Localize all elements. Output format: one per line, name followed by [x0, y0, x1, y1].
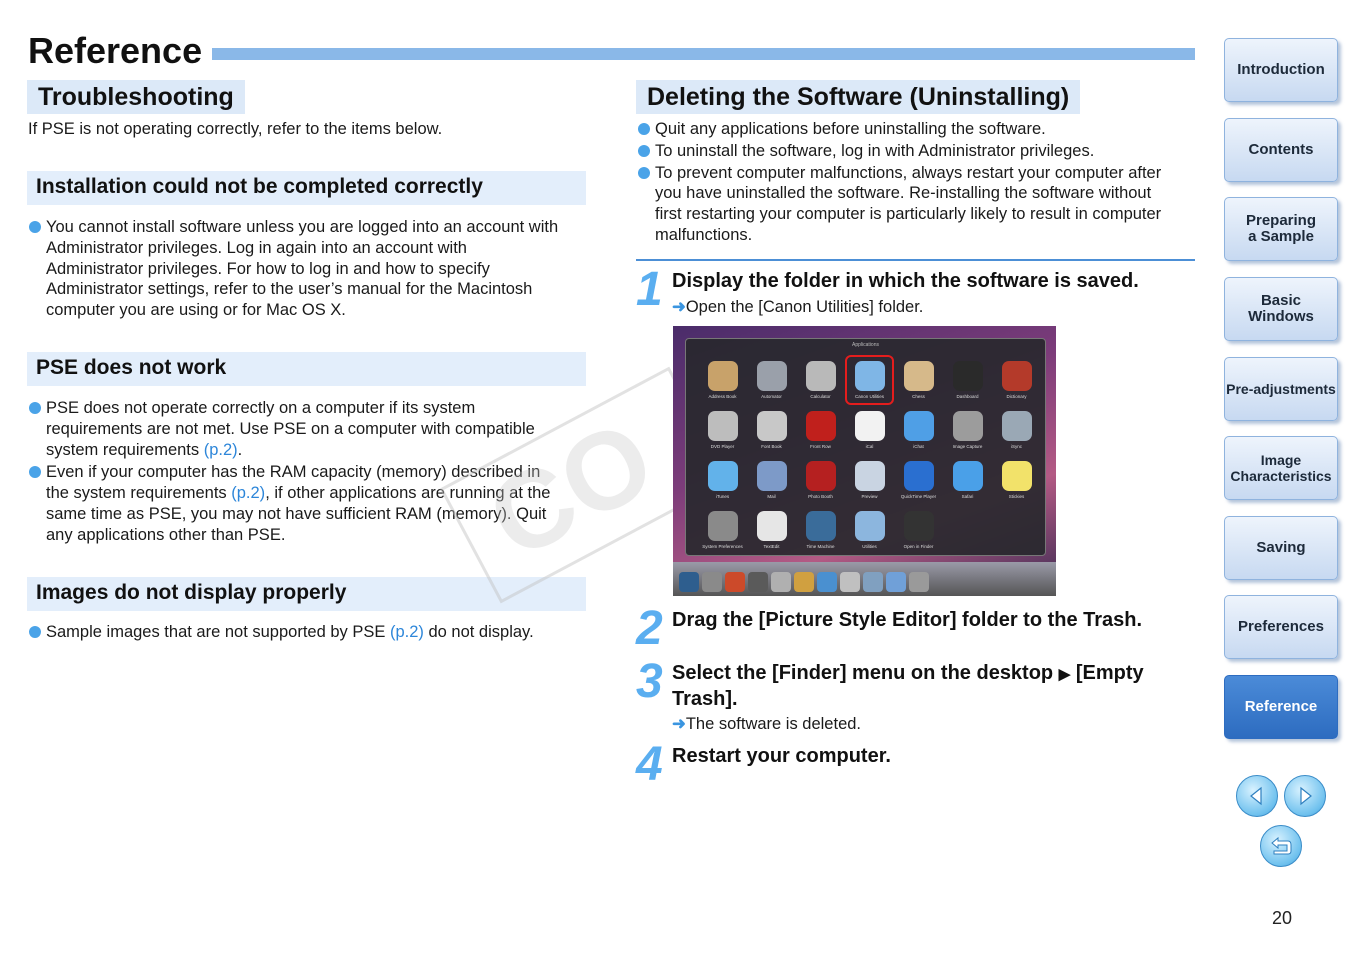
uninstall-line: Quit any applications before uninstalling the software.	[655, 120, 1046, 138]
dock-icon[interactable]	[840, 572, 860, 592]
nav-label: Saving	[1256, 539, 1306, 556]
app-item[interactable]	[992, 405, 1041, 455]
nav-reference[interactable]	[1224, 675, 1338, 739]
app-label: iChat	[913, 444, 924, 449]
nav-label-line: Characteristics	[1230, 468, 1332, 484]
app-item[interactable]	[698, 405, 747, 455]
app-item[interactable]	[894, 505, 943, 555]
app-item[interactable]	[796, 355, 845, 405]
dock-icon[interactable]	[679, 572, 699, 592]
app-label: Safari	[961, 494, 974, 499]
install-line: Administrator privileges. Log in again into an account with	[46, 238, 467, 257]
bullet-dot	[29, 402, 41, 414]
install-bullet	[28, 217, 588, 321]
bullet-dot	[638, 167, 650, 179]
dock-icon[interactable]	[817, 572, 837, 592]
app-label: System Preferences	[702, 544, 743, 549]
install-line: computer you are using or for Mac OS X.	[46, 301, 346, 320]
nav-label-line: Windows	[1248, 308, 1314, 325]
app-label: Preview	[861, 494, 878, 499]
step-3-result	[672, 714, 861, 734]
step-3-title-text: Trash].	[672, 688, 738, 710]
app-label: iSync	[1010, 444, 1022, 449]
app-icon	[904, 361, 934, 391]
app-label: iTunes	[715, 494, 730, 499]
app-icon	[806, 411, 836, 441]
step-number-1: 1	[636, 263, 663, 316]
app-icon	[855, 461, 885, 491]
app-item[interactable]	[845, 455, 894, 505]
app-label: Image Capture	[952, 444, 983, 449]
step-1-result	[672, 297, 923, 317]
uninstall-line: malfunctions.	[655, 225, 753, 244]
app-item[interactable]	[747, 505, 796, 555]
nav-introduction[interactable]	[1224, 38, 1338, 102]
app-item[interactable]	[845, 505, 894, 555]
nav-label: Preferences	[1238, 618, 1324, 635]
app-icon	[953, 461, 983, 491]
step-number-3: 3	[636, 655, 663, 708]
app-label: DVD Player	[710, 444, 735, 449]
app-label: Time Machine	[806, 544, 835, 549]
uninstall-bullets	[637, 119, 1197, 246]
app-label: Mail	[767, 494, 776, 499]
nav-preparing-a-sample[interactable]	[1224, 197, 1338, 261]
app-icon	[904, 511, 934, 541]
pse-bullets	[28, 398, 588, 546]
result-arrow-icon: ➜	[672, 715, 686, 733]
nav-basic-windows[interactable]	[1224, 277, 1338, 341]
title-rule	[212, 48, 1195, 60]
step-1-result-text: Open the [Canon Utilities] folder.	[685, 298, 924, 316]
step-3-result-text: The software is deleted.	[685, 715, 862, 733]
app-item[interactable]	[943, 405, 992, 455]
app-icon	[806, 461, 836, 491]
pse-text: the system requirements	[46, 484, 232, 503]
dock-icon[interactable]	[909, 572, 929, 592]
uninstall-line: To prevent computer malfunctions, always restart your computer after	[655, 163, 1162, 182]
nav-contents[interactable]	[1224, 118, 1338, 182]
pse-line: any applications other than PSE.	[46, 525, 286, 544]
app-item[interactable]	[747, 405, 796, 455]
app-icon	[757, 461, 787, 491]
nav-label: Introduction	[1237, 61, 1325, 78]
step-3-title	[672, 661, 1144, 712]
dock-icon[interactable]	[702, 572, 722, 592]
app-icon	[1002, 411, 1032, 441]
nav-pre-adjustments[interactable]	[1224, 357, 1338, 421]
page-link[interactable]: (p.2)	[389, 623, 424, 641]
app-label: Chess	[912, 394, 925, 399]
app-label: Calculator	[810, 394, 831, 399]
images-line	[46, 622, 588, 643]
pse-text: , if other applications are running at the	[265, 484, 551, 503]
images-text: do not display.	[423, 623, 534, 641]
nav-preferences[interactable]	[1224, 595, 1338, 659]
dock-icon[interactable]	[863, 572, 883, 592]
nav-label	[1246, 213, 1316, 245]
app-label: Front Row	[810, 444, 831, 449]
step-4-title: Restart your computer.	[672, 745, 891, 767]
app-item[interactable]	[747, 455, 796, 505]
app-item[interactable]	[894, 455, 943, 505]
app-icon	[708, 511, 738, 541]
images-bullet	[28, 622, 588, 643]
nav-label: Contents	[1248, 141, 1314, 158]
page-title: Reference	[28, 30, 203, 71]
app-icon	[953, 361, 983, 391]
app-icon	[904, 461, 934, 491]
step-3-title-text: Select the [Finder] menu on the desktop	[672, 662, 1054, 684]
app-icon	[953, 411, 983, 441]
nav-label	[1230, 452, 1331, 484]
app-item[interactable]	[894, 405, 943, 455]
app-item[interactable]	[698, 505, 747, 555]
images-text: Sample images that are not supported by PSE	[46, 623, 390, 641]
app-icon	[806, 511, 836, 541]
app-label: Dictionary	[1006, 394, 1027, 399]
nav-label-line: Basic	[1260, 292, 1301, 309]
dock-icon[interactable]	[748, 572, 768, 592]
app-icon	[806, 361, 836, 391]
uninstall-line: To uninstall the software, log in with Administrator privileges.	[655, 141, 1095, 160]
dock-icon[interactable]	[794, 572, 814, 592]
app-item[interactable]	[796, 505, 845, 555]
app-icon	[708, 411, 738, 441]
app-icon	[904, 411, 934, 441]
dock-icon[interactable]	[725, 572, 745, 592]
app-item[interactable]	[845, 405, 894, 455]
nav-label	[1248, 293, 1314, 325]
app-label: iCal	[865, 444, 874, 449]
app-label: Address Book	[708, 394, 737, 399]
uninstall-line: first restarting your computer is particularly likely to result in computer	[655, 205, 1162, 224]
step-1-title: Display the folder in which the software is saved.	[672, 270, 1139, 292]
applications-window-title: Applications	[852, 342, 879, 348]
app-label: Photo Booth	[808, 494, 833, 499]
app-item[interactable]	[894, 355, 943, 405]
watermark: CO	[440, 367, 731, 604]
app-icon	[708, 361, 738, 391]
page-link[interactable]: (p.2)	[203, 440, 238, 459]
app-label: Dashboard	[956, 394, 979, 399]
install-line: Administrator settings, refer to the user’s manual for the Macintosh	[46, 280, 533, 299]
pse-text: .	[237, 440, 243, 459]
app-grid	[698, 355, 1041, 555]
app-item[interactable]	[796, 455, 845, 505]
app-icon	[757, 511, 787, 541]
intro-text: If PSE is not operating correctly, refer to the items below.	[28, 120, 443, 138]
page-number: 20	[1272, 908, 1293, 928]
app-item[interactable]	[796, 405, 845, 455]
heading-installation: Installation could not be completed correctly	[27, 171, 586, 205]
section-title-troubleshooting: Troubleshooting	[27, 80, 245, 114]
app-icon	[1002, 361, 1032, 391]
app-item[interactable]	[845, 355, 894, 405]
app-icon	[757, 411, 787, 441]
app-item[interactable]	[698, 455, 747, 505]
nav-label-line: Image	[1260, 452, 1302, 468]
app-item[interactable]	[992, 455, 1041, 505]
bullet-dot	[638, 123, 650, 135]
pse-line: requirements are not met. Use PSE on a computer with compatible	[46, 419, 535, 438]
pse-line	[46, 440, 588, 461]
app-item[interactable]	[943, 455, 992, 505]
step-2-title: Drag the [Picture Style Editor] folder to the Trash.	[672, 609, 1143, 631]
pse-line: PSE does not operate correctly on a computer if its system	[46, 399, 476, 417]
app-item[interactable]	[943, 355, 992, 405]
dock-icon[interactable]	[771, 572, 791, 592]
app-icon	[1002, 461, 1032, 491]
app-label: Stickies	[1008, 494, 1025, 499]
pse-line: Even if your computer has the RAM capacity (memory) described in	[46, 463, 541, 482]
nav-label: Pre-adjustments	[1226, 381, 1336, 397]
return-icon	[1268, 835, 1294, 857]
applications-screenshot	[673, 326, 1056, 596]
app-label: Open in Finder	[903, 544, 934, 549]
app-icon	[757, 361, 787, 391]
section-title-uninstalling: Deleting the Software (Uninstalling)	[636, 80, 1080, 114]
bullet-dot	[29, 626, 41, 638]
app-item[interactable]	[992, 355, 1041, 405]
app-label: Utilities	[862, 544, 877, 549]
app-icon	[855, 511, 885, 541]
applications-window	[685, 338, 1046, 556]
bullet-dot	[638, 145, 650, 157]
nav-label-line: Preparing	[1245, 212, 1317, 229]
dock-icon[interactable]	[886, 572, 906, 592]
step-number-2: 2	[636, 602, 663, 655]
nav-image-characteristics[interactable]	[1224, 436, 1338, 500]
pse-line	[46, 483, 588, 504]
page-link[interactable]: (p.2)	[231, 484, 266, 503]
app-icon	[708, 461, 738, 491]
next-page-button[interactable]	[1284, 775, 1326, 817]
pse-line: same time as PSE, you may not have sufficient RAM (memory). Quit	[46, 504, 547, 523]
step-3-title-text: [Empty	[1075, 662, 1144, 684]
app-label: Canon Utilities	[854, 394, 884, 399]
app-label: TextEdit	[763, 544, 780, 549]
app-label: Font Book	[761, 444, 782, 449]
app-icon	[855, 361, 885, 391]
app-item[interactable]	[698, 355, 747, 405]
uninstall-line: you have uninstalled the software. Re-installing the software without	[655, 184, 1152, 203]
pse-text: system requirements	[46, 440, 204, 459]
app-label: Automator	[761, 394, 782, 399]
menu-arrow-icon: ▶	[1058, 666, 1071, 683]
return-button[interactable]	[1260, 825, 1302, 867]
arrow-right-icon	[1294, 785, 1316, 807]
install-line: Administrator privileges. For how to log in and how to specify	[46, 259, 490, 278]
bullet-dot	[29, 466, 41, 478]
previous-page-button[interactable]	[1236, 775, 1278, 817]
app-icon	[855, 411, 885, 441]
arrow-left-icon	[1246, 785, 1268, 807]
nav-label: Reference	[1244, 698, 1318, 715]
result-arrow-icon: ➜	[672, 298, 686, 316]
nav-label-line: a Sample	[1248, 228, 1314, 245]
heading-images-display: Images do not display properly	[27, 577, 586, 611]
app-label: QuickTime Player	[900, 494, 937, 499]
bullet-dot	[29, 221, 41, 233]
heading-pse-not-work: PSE does not work	[27, 352, 586, 386]
step-number-4: 4	[636, 738, 663, 791]
dock	[673, 562, 1056, 596]
nav-saving[interactable]	[1224, 516, 1338, 580]
dock-icons	[679, 572, 929, 592]
app-item[interactable]	[747, 355, 796, 405]
install-line: You cannot install software unless you are logged into an account with	[46, 218, 559, 236]
section-divider	[636, 259, 1195, 261]
